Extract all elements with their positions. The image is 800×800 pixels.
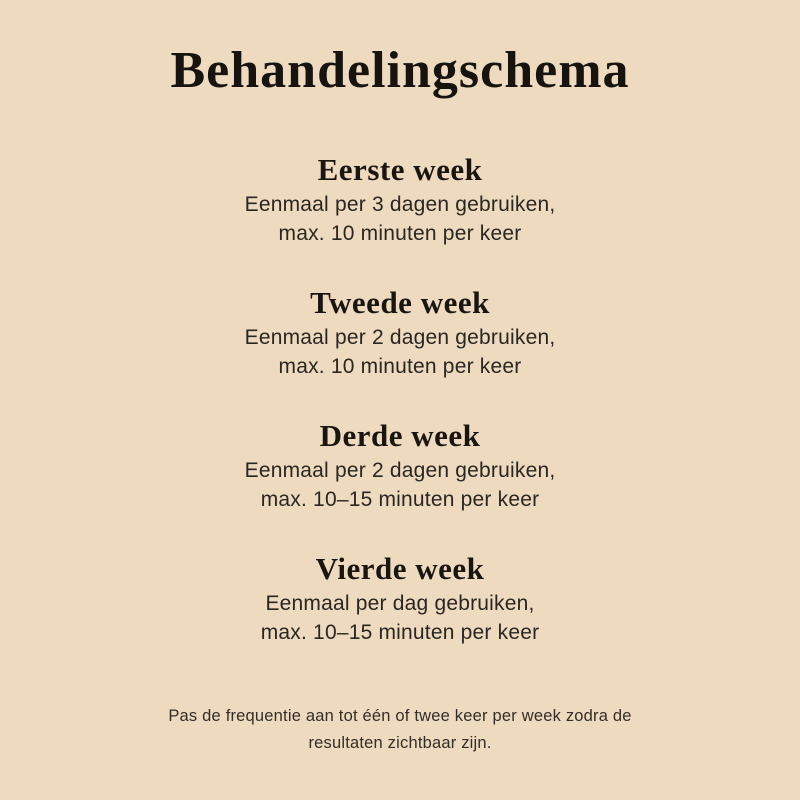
section-heading: Vierde week [315, 551, 485, 586]
section-heading: Tweede week [310, 285, 490, 320]
section-line: max. 10 minuten per keer [278, 222, 522, 245]
section-week-1 [0, 150, 800, 248]
section-heading: Eerste week [317, 152, 483, 187]
section-line: max. 10 minuten per keer [278, 355, 522, 378]
section-line: Eenmaal per 2 dagen gebruiken, [244, 326, 556, 349]
footer-note [0, 703, 800, 757]
section-line: max. 10–15 minuten per keer [260, 621, 540, 644]
section-line: max. 10–15 minuten per keer [260, 488, 540, 511]
footer-note-line: Pas de frequentie aan tot één of twee keer per week zodra de [168, 707, 632, 725]
section-week-3 [0, 416, 800, 514]
section-week-2 [0, 283, 800, 381]
section-line: Eenmaal per 2 dagen gebruiken, [244, 459, 556, 482]
section-week-4 [0, 549, 800, 647]
schedule-sections [0, 150, 800, 647]
section-heading: Derde week [319, 418, 481, 453]
page-title: Behandelingschema [170, 42, 630, 99]
section-line: Eenmaal per dag gebruiken, [265, 592, 535, 615]
section-line: Eenmaal per 3 dagen gebruiken, [244, 193, 556, 216]
footer-note-line: resultaten zichtbaar zijn. [308, 734, 492, 752]
